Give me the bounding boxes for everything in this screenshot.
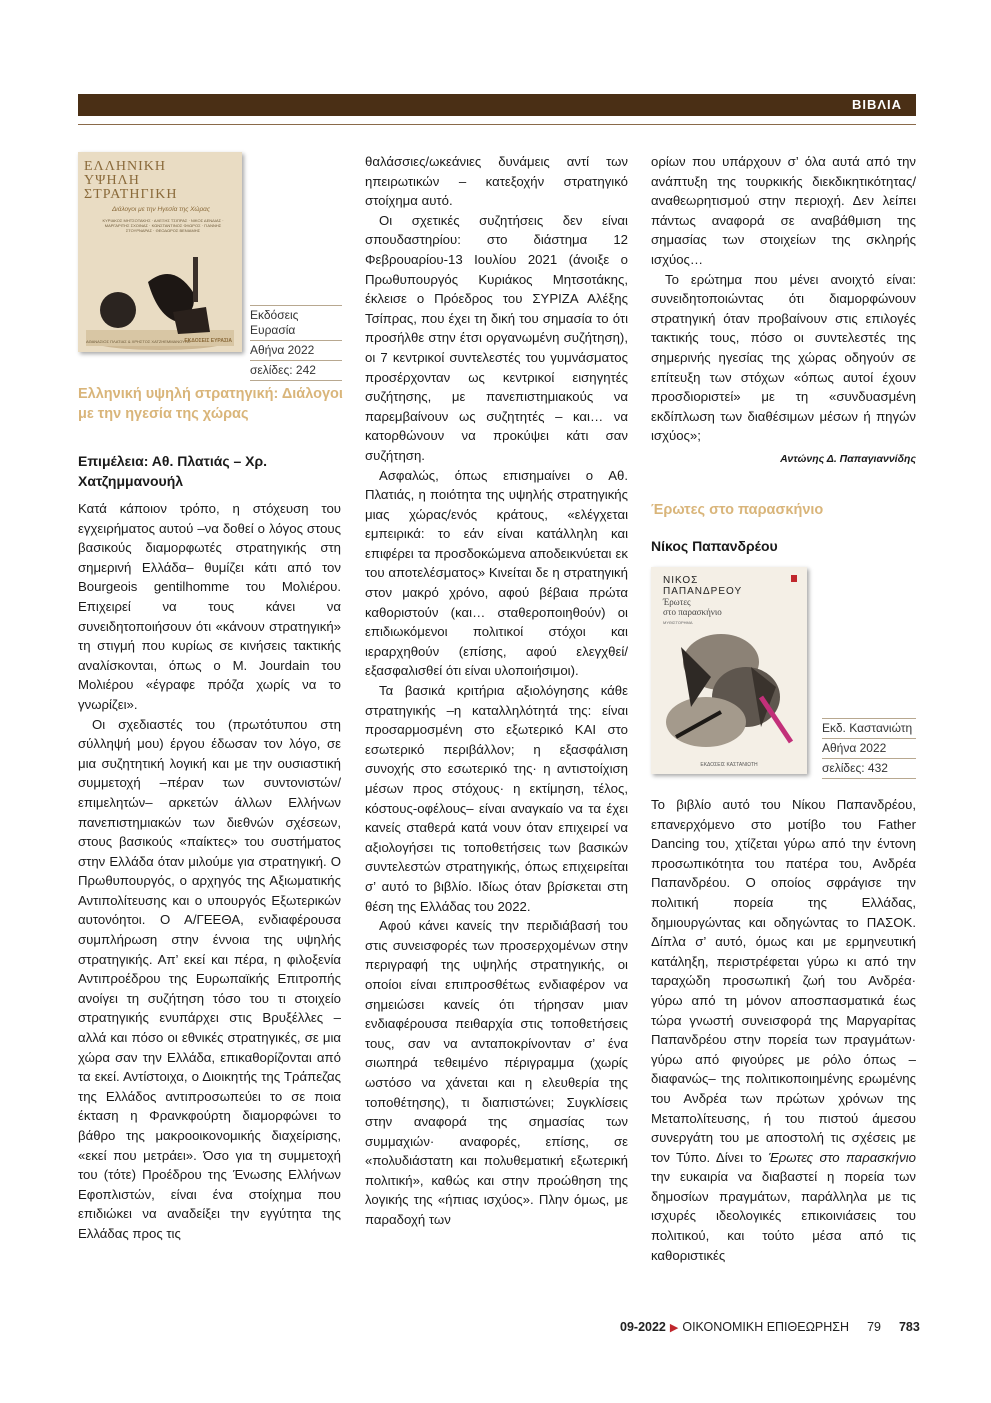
paragraph: Τα βασικά κριτήρια αξιολόγησης κάθε στρατηγικής –η καταλληλότητά της: είναι προσαρμοσμένη στο εξωτερικό ΚΑΙ στο εσωτερικό περιβάλλον; η εξασφάλιση συνοχής στο εσωτερικό της· η αντιστοίχιση μέσων προς στόχους· η εκτίμηση, τέλος, κόστους-οφέλους– είναι αναγκαίο να τα έχει κανείς σταθερά κατά νουν όταν επιχειρεί να αξιολογήσει τις τοποθετήσεις των βασικών συντελεστών στρατηγικής, όπως επιχειρείται σ’ αυτό το βιβλίο. Ιδίως όταν βρίσκεται στη θέση της Ελλάδας του 2022. xyxy=(365,683,628,914)
paragraph: Κατά κάποιον τρόπο, η στόχευση του εγχειρήματος αυτού –να δοθεί ο λόγος στους βασικούς διαμορφωτές στρατηγικής στη σημερινή Ελλάδα– θυμίζει κάτι από τον Bourgeois gentilhomme του Μολιέρου. Επιχειρεί να τους κάνει να συνειδητοποιήσουν ότι «κάνουν στρατηγική» τη στιγμή που κυρίως σε κινήσεις τακτικής αναλίσκονται, όπως ο Μ. Jourdain του Μολιέρου «έγραφε πρόζα χωρίς να το γνωρίζει». xyxy=(78,501,341,712)
book2-review-text xyxy=(651,795,916,1265)
column-1-text xyxy=(78,499,341,1244)
section-label: ΒΙΒΛΙΑ xyxy=(851,97,902,112)
page-number: 79 xyxy=(867,1320,881,1334)
paragraph: Το βιβλίο αυτό του Νίκου Παπανδρέου, επανερχόμενο στο μοτίβο του Father Dancing του, χτίζεται γύρω από την έντονη προσωπικότητα του πατέρα του, Ανδρέα Παπανδρέου. Ο οποίος σφράγισε την πολιτική πορεία της Ελλάδας, δημιουργώντας και οδηγώντας το ΠΑΣΟΚ. Δίπλα σ’ αυτό, όμως και με ερμηνευτική κατάληξη, περιστρέφεται γύρω κι από την ταραχώδη προσωπική ζωή του Ανδρέα· γύρω από τη μόνον αποσπασματικά έως τώρα γνωστή συνεισφορά της Μαργαρίτας Παπανδρέου στην πορεία των πραγμάτων· γύρω από φιγούρες με ρόλο όπως –διαφανώς– της πολιτικοποιημένης ερωμένης του Ανδρέα των πρώτων χρόνων της Μεταπολίτευσης, ή του πιστού άμεσου συνεργάτη του με αποστολή τις σχέσεις με τον Τύπο. Δίνει το Έρωτες στο παρασκήνιο την ευκαιρία να διαβαστεί η πορεία των δημοσίων πραγμάτων, παράλληλα με τις ισχυρές ιδεολογικές επικοινιάσεις του πολιτικού, και τούτο μέσα από τις καθοριστικές xyxy=(651,797,916,1263)
paragraph: ορίων που υπάρχουν σ’ όλα αυτά από την ανάπτυξη της τουρκικής διεκδικητικότητας/αναθεωρητισμού στην περιοχή. Δεν λείπει πάντως αναφορά σε αναβάθμιση της σημασίας των στοιχείων της σκληρής ισχύος… xyxy=(651,154,916,267)
paragraph: Οι σχεδιαστές του (πρωτότυπου στη σύλληψή μου) έργου έδωσαν τον λόγο, σε μια συζητητική λογική και με την ουσιαστική συμμετοχή –πέραν των συντονιστών/επιμελητών– αρκετών άλλων Ελλήνων πανεπιστημιακών των διεθνών σχέσεων, στους βασικούς «παίκτες» του συστήματος στην Ελλάδα όταν μιλούμε για στρατηγική. Ο Πρωθυπουργός, ο αρχηγός της Αξιωματικής Αντιπολίτευσης και ο υπουργός Εξωτερικών αυτονόητοι. Ο Α/ΓΕΕΘΑ, ενδιαφέρουσα συμπλήρωση στην έννοια της υψηλής στρατηγικής. Απ’ εκεί και πέρα, η φιλοξενία Αντιπροέδρου της Ευρωπαϊκής Επιτροπής ανοίγει τη συζήτηση τόσο του τι στοιχείο στρατηγικής ενυπάρχει στις Βρυξέλλες – αλλά και πόσο οι εθνικές στρατηγικές, σε μια χώρα σαν την Ελλάδα, επικαθορίζονται από τα εκεί. Αντίστοιχα, ο Διοικητής της Τράπεζας της Ελλάδος αντιπροσωπεύει το σε ποια έκταση η Φρανκφούρτη διαμορφώνει το βάθρο της μακροοικονομικής διαχείρισης, «εκεί που μετράει». Όσο για τη συμμετοχή του (τότε) Προέδρου της Ένωσης Ελλήνων Εφοπλιστών, είναι ένα στοίχημα που επιδιώκει να αναδείξει την εγγύτητα της Ελλάδας προς τις xyxy=(78,716,341,1241)
issue-date: 09-2022 xyxy=(620,1320,666,1334)
cover-title: Έρωτες στο παρασκήνιο xyxy=(663,597,722,617)
book2-author: Νίκος Παπανδρέου xyxy=(651,538,778,554)
book-title-italic: Έρωτες στο παρασκήνιο xyxy=(768,1149,916,1165)
book2-section-title: Έρωτες στο παρασκήνιο xyxy=(651,502,824,518)
cover-editors: ΑΘΑΝΑΣΙΟΣ ΠΛΑΤΙΑΣ & ΧΡΗΣΤΟΣ ΧΑΤΖΗΕΜΜΑΝΟΥΗΛ xyxy=(86,339,191,344)
header-rule xyxy=(78,124,916,125)
column-2-text xyxy=(365,152,628,1230)
book2-publisher: Εκδ. Καστανιώτη xyxy=(822,718,916,739)
cover-publisher: ΕΚΔΟΣΕΙΣ ΚΑΣΤΑΝΙΩΤΗ xyxy=(700,762,758,768)
book1-publisher: Εκδόσεις Ευρασία xyxy=(250,305,342,341)
book-cover-strategy xyxy=(78,152,242,352)
book-cover-erotes xyxy=(651,567,807,774)
publisher-logo-icon xyxy=(791,575,797,582)
cover-publisher: ΕΚΔΟΣΕΙΣ ΕΥΡΑΣΙΑ xyxy=(184,338,232,344)
arrow-right-icon: ▶ xyxy=(669,1322,679,1334)
cover-subtitle: Διάλογοι με την Ηγεσία της Χώρας xyxy=(111,206,211,213)
book1-pages: σελίδες: 242 xyxy=(250,361,342,381)
page-total-number: 783 xyxy=(898,1320,920,1334)
paragraph: Αφού κάνει κανείς την περιδιάβασή του στις συνεισφορές των προσερχομένων στην περιγραφή της υψηλής στρατηγικής, οι οποίοι είναι επιπροσθέτως ενδιαφέρον να σημειώσει κανείς ότι τήρησαν μιαν ενδιαφέρουσα πειθαρχία στις τοποθετήσεις τους, σαν να ανταποκρίνονταν σ’ ένα σιωπηρά τεθειμένο πέριγραμμα (χωρίς ωστόσο να χάνεται και η ελευθερία της τοποθέτησης), τι διαπιστώνει; Συγκλίσεις στην αναφορά της σημασίας των συμμαχιών· αναφορές, επίσης, σε «πολυδιάστατη και πολυθεματική εξωτερική πολιτική», καθώς και στην προώθηση της λογικής της «ήπιας ισχύος». Πλην όμως, με παραδοχή των xyxy=(365,918,628,1228)
cover-genre: ΜΥΘΙΣΤΟΡΗΜΑ xyxy=(663,620,693,625)
paragraph: Ασφαλώς, όπως επισημαίνει ο Αθ. Πλατιάς, η ποιότητα της υψηλής στρατηγικής μιας χώρας/ενός κράτους, «ελέγχεται εμπειρικά: το εάν είναι κατάλληλη και επιφέρει τα προσδοκώμενα αποδεικνύεται εκ του αποτελέσματος» Κινείται δε η στρατηγική στον μακρό χρόνο, αφού βέβαια πρώτα καθοριστούν (και… σταθεροποιηθούν) οι επιδιωκόμενοι πολιτικοί στόχοι και ιεραρχηθούν (επίσης, αφού ελεγχθεί/εξασφαλισθεί ότι είναι υλοποιήσιμοι). xyxy=(365,467,628,679)
cover-title: ΕΛΛΗΝΙΚΗ ΥΨΗΛΗ ΣΤΡΑΤΗΓΙΚΗ xyxy=(84,159,178,202)
review-signature: Αντώνης Δ. Παπαγιαννίδης xyxy=(780,453,916,465)
column-3-text xyxy=(651,152,916,446)
book2-pages: σελίδες: 432 xyxy=(822,759,916,779)
cover-author: ΝΙΚΟΣ ΠΑΠΑΝΔΡΕΟΥ xyxy=(663,575,743,597)
page-footer xyxy=(620,1320,960,1334)
cover-faces-collage-image xyxy=(651,627,807,757)
book2-place-year: Αθήνα 2022 xyxy=(822,739,916,759)
paragraph: Το ερώτημα που μένει ανοιχτό είναι: συνειδητοποιώντας ότι διαμορφώνουν στρατηγική όταν προβαίνουν στις επιλογές τακτικής τους, πόσο οι συντελεστές της σημερινής ηγεσίας της χώρας οδηγούν σε επίτευξη των στόχων «όπως αυτοί έχουν προσδιοριστεί» με τη «συνδυασμένη εκδίπλωση των διαθέσιμων μέσων ή πηγών ισχύος»; xyxy=(651,271,916,444)
paragraph: Οι σχετικές συζητήσεις δεν είναι σπουδαστηρίου: στο διάστημα 12 Φεβρουαρίου-13 Ιουλίου 2021 (άνοιξε ο Πρωθυπουργός Κυριάκος Μητσοτάκης, έκλεισε ο Πρόεδρος του ΣΥΡΙΖΑ Αλέξης Τσίπρας, που έχει τη δική του σημασία το ότι προσήλθε στην έτσι οργανωμένη συζήτηση), οι 7 κεντρικοί συντελεστές του γυμνάσματος προσέρχονταν ως κεντρικοί εισηγητές συζήτησης, με πανεπιστημιακούς να παρεμβαίνουν ως συζητητές – και… να κατορθώνουν να προκύψει κάτι σαν συζήτηση. xyxy=(365,212,628,463)
magazine-name: ΟΙΚΟΝΟΜΙΚΗ ΕΠΙΘΕΩΡΗΣΗ xyxy=(682,1320,850,1334)
cover-names: ΚΥΡΙΑΚΟΣ ΜΗΤΣΟΤΑΚΗΣ · ΑΛΕΞΗΣ ΤΣΙΠΡΑΣ · ΝΙΚΟΣ ΔΕΝΔΙΑΣ · ΜΑΡΓΑΡΙΤΗΣ ΣΧΟΙΝΑΣ · ΚΩΝΣΤΑΝΤΙΝΟΣ ΦΛΩΡΟΣ · ΓΙΑΝΝΗΣ ΣΤΟΥΡΝΑΡΑΣ · ΘΕΟΔΩΡΟΣ ΒΕΝΙΑΜΗΣ xyxy=(102,218,224,233)
section-header-bar xyxy=(78,94,916,116)
paragraph: θαλάσσιες/ωκεάνιες δυνάμεις αντί των ηπειρωτικών – κατεξοχήν στρατηγικό στοίχημα αυτό. xyxy=(365,154,628,209)
book1-editor-line: Επιμέλεια: Αθ. Πλατιάς – Χρ. Χατζημμανουήλ xyxy=(78,453,268,489)
book1-info xyxy=(250,305,342,381)
book1-place-year: Αθήνα 2022 xyxy=(250,341,342,361)
cover-sculpture-image xyxy=(78,252,242,352)
book1-section-title: Ελληνική υψηλή στρατηγική: Διάλογοι με την ηγεσία της χώρας xyxy=(78,386,343,422)
book2-info xyxy=(822,718,916,779)
